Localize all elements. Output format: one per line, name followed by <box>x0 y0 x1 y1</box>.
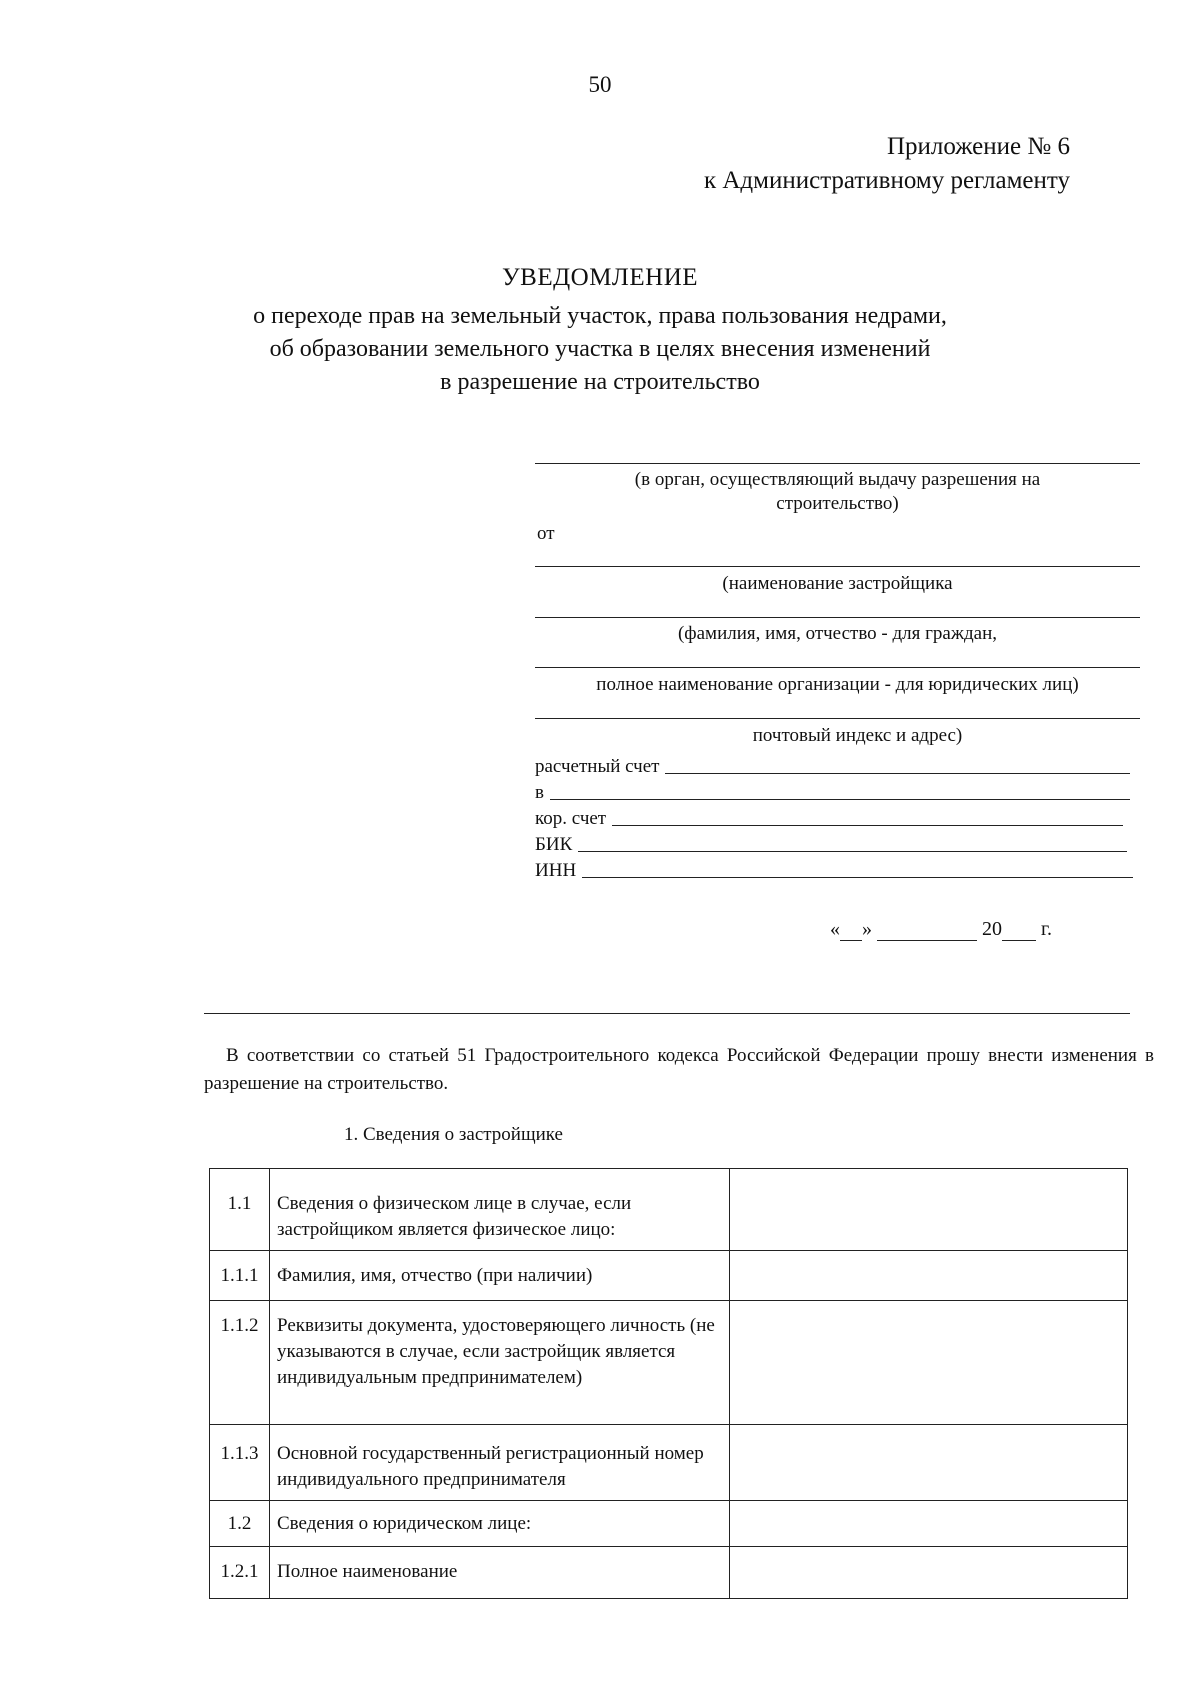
developer-field-line[interactable] <box>535 566 1140 567</box>
corr-account-label: кор. счет <box>535 808 607 829</box>
month-blank[interactable] <box>877 922 977 941</box>
row-number: 1.1.3 <box>210 1425 270 1501</box>
developer-info-table <box>209 1168 1128 1599</box>
appendix-line-1: Приложение № 6 <box>886 133 1070 160</box>
citizen-field-line[interactable] <box>535 617 1140 618</box>
table-row <box>210 1301 1128 1425</box>
date-field[interactable] <box>830 918 1052 941</box>
bank-label: в <box>535 782 544 803</box>
developer-caption: (наименование застройщика <box>722 573 953 594</box>
corr-account-field[interactable] <box>535 804 1123 830</box>
separator-line <box>204 1013 1130 1014</box>
bik-line[interactable] <box>578 851 1127 852</box>
from-label: от <box>537 523 555 544</box>
row-value-cell[interactable] <box>730 1425 1128 1501</box>
row-value-cell[interactable] <box>730 1169 1128 1251</box>
row-number: 1.1.1 <box>210 1251 270 1301</box>
address-field-line[interactable] <box>535 718 1140 719</box>
bank-line[interactable] <box>550 799 1130 800</box>
row-label: Полное наименование <box>270 1547 730 1599</box>
subtitle-line-3: в разрешение на строительство <box>440 369 760 395</box>
account-label: расчетный счет <box>535 756 660 777</box>
account-line[interactable] <box>665 773 1130 774</box>
row-value-cell[interactable] <box>730 1301 1128 1425</box>
subtitle-line-1: о переходе прав на земельный участок, права пользования недрами, <box>253 303 947 329</box>
document-subtitle <box>0 300 1200 399</box>
request-paragraph: В соответствии со статьей 51 Градостроительного кодекса Российской Федерации прошу внести изменения в разрешение на строительство. <box>204 1045 1154 1094</box>
table-row <box>210 1169 1128 1251</box>
row-label: Фамилия, имя, отчество (при наличии) <box>270 1251 730 1301</box>
organ-caption-line-2: строительство) <box>776 493 899 514</box>
row-label: Реквизиты документа, удостоверяющего личность (не указываются в случае, если застройщик является индивидуальным предпринимателем) <box>270 1301 730 1425</box>
bank-field[interactable] <box>535 778 1130 804</box>
row-label: Основной государственный регистрационный номер индивидуального предпринимателя <box>270 1425 730 1501</box>
row-label: Сведения о физическом лице в случае, если застройщиком является физическое лицо: <box>270 1169 730 1251</box>
organ-caption <box>535 468 1140 516</box>
organ-field-line[interactable] <box>535 463 1140 464</box>
bik-field[interactable] <box>535 830 1127 856</box>
row-number: 1.1.2 <box>210 1301 270 1425</box>
row-label: Сведения о юридическом лице: <box>270 1501 730 1547</box>
page-number: 50 <box>588 72 612 97</box>
corr-account-line[interactable] <box>612 825 1123 826</box>
subtitle-line-2: об образовании земельного участка в целях внесения изменений <box>269 336 931 362</box>
account-field[interactable] <box>535 752 1130 778</box>
section-title: 1. Сведения о застройщике <box>344 1124 563 1145</box>
table-row <box>210 1251 1128 1301</box>
year-blank[interactable] <box>1002 922 1036 941</box>
date-close-quote: » <box>862 918 873 940</box>
day-blank[interactable] <box>840 922 862 941</box>
address-caption: почтовый индекс и адрес) <box>752 725 963 746</box>
row-number: 1.2 <box>210 1501 270 1547</box>
year-prefix: 20 <box>982 918 1003 940</box>
table-row <box>210 1547 1128 1599</box>
organ-caption-line-1: (в орган, осуществляющий выдачу разрешения на <box>634 469 1041 490</box>
row-value-cell[interactable] <box>730 1547 1128 1599</box>
inn-line[interactable] <box>582 877 1133 878</box>
table-row <box>210 1425 1128 1501</box>
table-row <box>210 1501 1128 1547</box>
document-title: УВЕДОМЛЕНИЕ <box>501 264 699 291</box>
row-value-cell[interactable] <box>730 1251 1128 1301</box>
date-open-quote: « <box>830 918 841 940</box>
citizen-caption: (фамилия, имя, отчество - для граждан, <box>677 623 997 644</box>
row-value-cell[interactable] <box>730 1501 1128 1547</box>
row-number: 1.2.1 <box>210 1547 270 1599</box>
row-number: 1.1 <box>210 1169 270 1251</box>
inn-field[interactable] <box>535 856 1133 882</box>
organization-caption: полное наименование организации - для юридических лиц) <box>596 674 1079 695</box>
appendix-line-2: к Административному регламенту <box>703 167 1070 194</box>
year-suffix: г. <box>1041 918 1052 940</box>
appendix-header <box>704 130 1070 198</box>
bik-label: БИК <box>535 834 573 855</box>
organization-field-line[interactable] <box>535 667 1140 668</box>
inn-label: ИНН <box>535 860 577 881</box>
